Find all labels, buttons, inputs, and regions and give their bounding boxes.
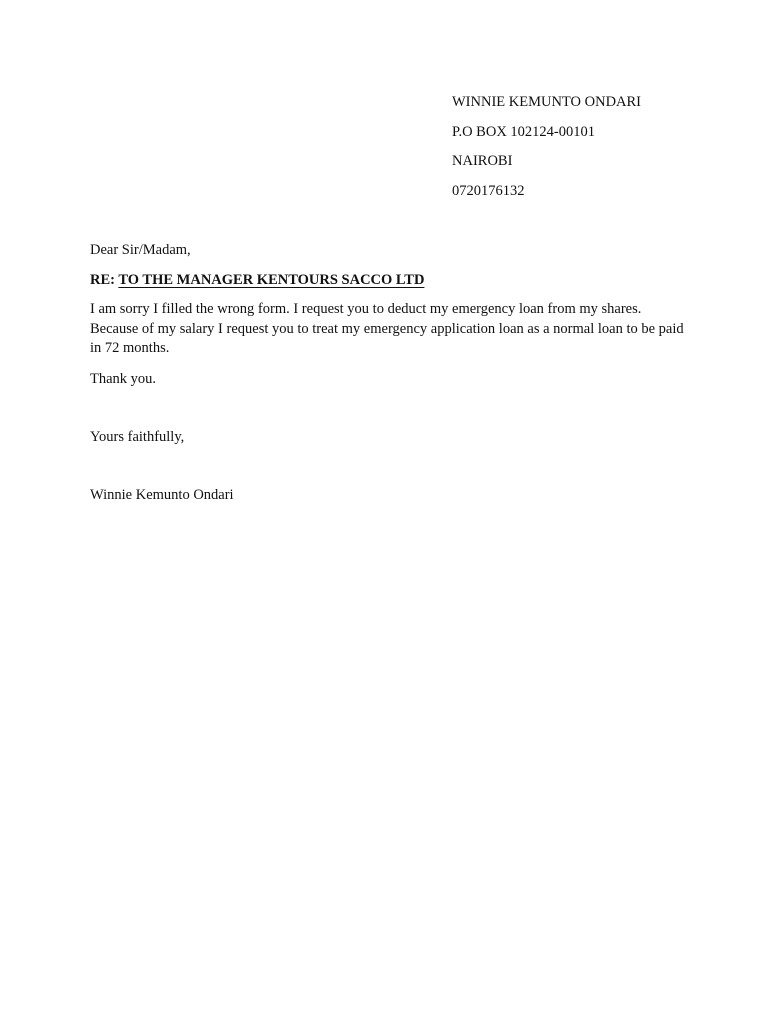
signature-name: Winnie Kemunto Ondari xyxy=(90,486,234,503)
salutation: Dear Sir/Madam, xyxy=(90,242,191,258)
letter-body xyxy=(90,240,690,505)
sender-city: NAIROBI xyxy=(452,153,513,170)
subject-text: TO THE MANAGER KENTOURS SACCO LTD xyxy=(118,272,425,288)
subject-prefix: RE: xyxy=(90,272,115,288)
sender-name: WINNIE KEMUNTO ONDARI xyxy=(452,94,642,110)
sender-phone: 0720176132 xyxy=(452,183,525,200)
valediction: Yours faithfully, xyxy=(90,428,185,445)
sender-address-block xyxy=(452,92,641,211)
sender-po-box: P.O BOX 102124-00101 xyxy=(452,123,595,140)
body-paragraph: I am sorry I filled the wrong form. I request you to deduct my emergency loan from my shares. Because of my salary I request you to treat my emergency application loan as a normal loan to be paid in 72 months. xyxy=(90,301,684,356)
thank-you-line: Thank you. xyxy=(90,370,157,387)
subject-line xyxy=(90,270,690,290)
